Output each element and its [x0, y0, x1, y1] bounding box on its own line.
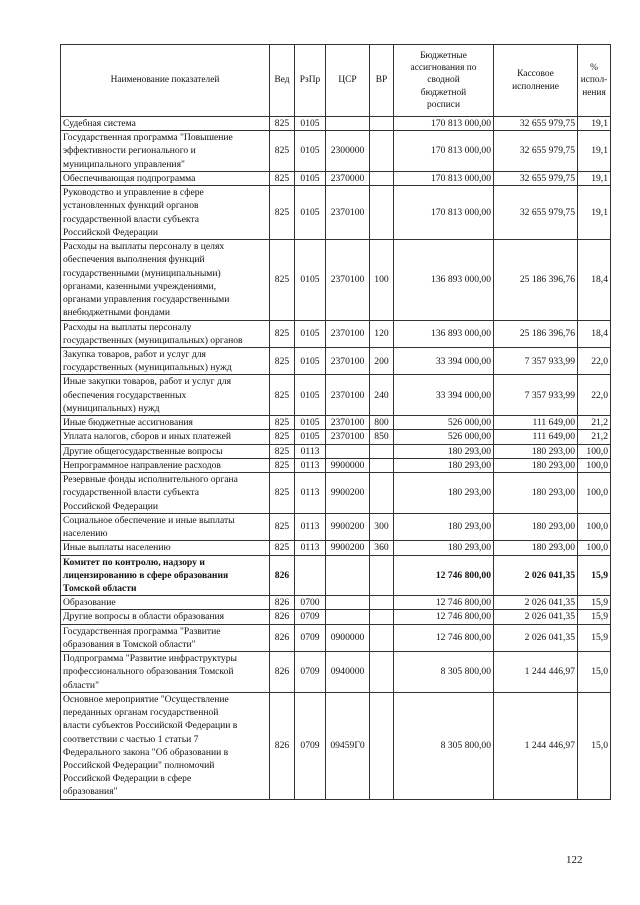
table-cell-plan: 526 000,00: [394, 430, 494, 444]
table-cell-plan: 33 394 000,00: [394, 347, 494, 374]
table-cell-name: Судебная система: [61, 117, 270, 131]
table-cell-name: Резервные фонды исполнительного органа государственной власти субъекта Российской Федерации: [61, 473, 270, 514]
table-cell-csr: 2370100: [326, 375, 370, 416]
header-pct: % испол- нения: [578, 45, 611, 117]
table-cell-rzpr: 0105: [295, 171, 326, 185]
table-cell-pct: 15,9: [578, 596, 611, 610]
table-row: [61, 444, 611, 458]
table-cell-pct: 22,0: [578, 375, 611, 416]
table-cell-rzpr: 0709: [295, 692, 326, 799]
table-cell-csr: 2370100: [326, 320, 370, 347]
table-cell-plan: 8 305 800,00: [394, 692, 494, 799]
table-cell-vr: [370, 458, 394, 472]
table-cell-plan: 180 293,00: [394, 444, 494, 458]
table-cell-csr: 2370100: [326, 186, 370, 240]
table-cell-ved: 825: [270, 171, 295, 185]
table-cell-ved: 825: [270, 240, 295, 320]
table-cell-rzpr: 0113: [295, 458, 326, 472]
table-cell-rzpr: 0105: [295, 186, 326, 240]
table-cell-csr: 2370000: [326, 171, 370, 185]
table-cell-csr: [326, 444, 370, 458]
table-row: [61, 555, 611, 596]
table-row: [61, 458, 611, 472]
header-plan: Бюджетные ассигнования по сводной бюджетной росписи: [394, 45, 494, 117]
table-cell-vr: [370, 131, 394, 172]
table-cell-pct: 100,0: [578, 473, 611, 514]
table-cell-fact: 25 186 396,76: [494, 320, 578, 347]
table-cell-plan: 136 893 000,00: [394, 240, 494, 320]
table-cell-ved: 826: [270, 652, 295, 693]
table-cell-name: Обеспечивающая подпрограмма: [61, 171, 270, 185]
table-row: [61, 473, 611, 514]
table-cell-csr: 2370100: [326, 416, 370, 430]
table-cell-plan: 12 746 800,00: [394, 610, 494, 624]
table-cell-plan: 180 293,00: [394, 458, 494, 472]
table-cell-csr: 9900200: [326, 541, 370, 555]
table-cell-name: Подпрограмма "Развитие инфраструктуры профессионального образования Томской области": [61, 652, 270, 693]
table-cell-rzpr: 0105: [295, 375, 326, 416]
table-cell-name: Социальное обеспечение и иные выплаты населению: [61, 513, 270, 540]
table-cell-vr: [370, 171, 394, 185]
table-cell-fact: 180 293,00: [494, 444, 578, 458]
table-cell-vr: [370, 652, 394, 693]
table-cell-vr: [370, 596, 394, 610]
table-cell-fact: 32 655 979,75: [494, 131, 578, 172]
table-cell-csr: [326, 610, 370, 624]
table-cell-ved: 825: [270, 347, 295, 374]
table-cell-rzpr: 0113: [295, 444, 326, 458]
table-cell-csr: [326, 555, 370, 596]
table-cell-name: Расходы на выплаты персоналу государственных (муниципальных) органов: [61, 320, 270, 347]
table-cell-vr: [370, 117, 394, 131]
table-cell-fact: 2 026 041,35: [494, 610, 578, 624]
table-cell-fact: 2 026 041,35: [494, 555, 578, 596]
table-cell-pct: 100,0: [578, 444, 611, 458]
table-cell-vr: [370, 624, 394, 651]
table-cell-plan: 12 746 800,00: [394, 555, 494, 596]
table-cell-fact: 32 655 979,75: [494, 117, 578, 131]
table-cell-csr: 2370100: [326, 430, 370, 444]
table-cell-csr: 09459Г0: [326, 692, 370, 799]
table-cell-rzpr: 0113: [295, 513, 326, 540]
table-row: [61, 131, 611, 172]
header-name: Наименование показателей: [61, 45, 270, 117]
table-cell-fact: 7 357 933,99: [494, 375, 578, 416]
table-cell-plan: 170 813 000,00: [394, 117, 494, 131]
table-cell-ved: 825: [270, 458, 295, 472]
table-cell-plan: 12 746 800,00: [394, 596, 494, 610]
table-row: [61, 240, 611, 320]
table-cell-rzpr: 0709: [295, 652, 326, 693]
table-row: [61, 186, 611, 240]
table-row: [61, 347, 611, 374]
table-row: [61, 692, 611, 799]
table-cell-rzpr: [295, 555, 326, 596]
table-cell-vr: [370, 692, 394, 799]
table-cell-name: Уплата налогов, сборов и иных платежей: [61, 430, 270, 444]
table-cell-vr: 800: [370, 416, 394, 430]
table-cell-ved: 826: [270, 692, 295, 799]
table-cell-csr: 2370100: [326, 347, 370, 374]
table-cell-fact: 1 244 446,97: [494, 652, 578, 693]
table-row: [61, 596, 611, 610]
header-fact: Кассовое исполнение: [494, 45, 578, 117]
table-cell-pct: 19,1: [578, 117, 611, 131]
table-cell-pct: 100,0: [578, 541, 611, 555]
table-cell-pct: 18,4: [578, 240, 611, 320]
table-cell-plan: 170 813 000,00: [394, 186, 494, 240]
table-cell-vr: 850: [370, 430, 394, 444]
table-cell-csr: 9900200: [326, 473, 370, 514]
table-cell-ved: 825: [270, 131, 295, 172]
table-cell-csr: 9900200: [326, 513, 370, 540]
table-cell-plan: 180 293,00: [394, 513, 494, 540]
table-cell-vr: 120: [370, 320, 394, 347]
table-header-row: [61, 45, 611, 117]
table-cell-ved: 825: [270, 513, 295, 540]
table-cell-ved: 825: [270, 320, 295, 347]
table-cell-vr: 100: [370, 240, 394, 320]
table-cell-fact: 180 293,00: [494, 513, 578, 540]
table-cell-pct: 19,1: [578, 171, 611, 185]
table-cell-fact: 2 026 041,35: [494, 624, 578, 651]
table-cell-rzpr: 0105: [295, 117, 326, 131]
table-cell-pct: 15,9: [578, 624, 611, 651]
table-cell-name: Основное мероприятие "Осуществление переданных органам государственной власти субъектов Российской Федерации в соответствии с частью 1 статьи 7 Федерального закона "Об образовании в Российской Федерации" полномочий Российской Федерации в сфере образования": [61, 692, 270, 799]
table-cell-pct: 18,4: [578, 320, 611, 347]
table-cell-pct: 22,0: [578, 347, 611, 374]
table-cell-fact: 7 357 933,99: [494, 347, 578, 374]
table-cell-rzpr: 0105: [295, 416, 326, 430]
table-cell-ved: 825: [270, 473, 295, 514]
table-cell-pct: 100,0: [578, 458, 611, 472]
table-cell-ved: 825: [270, 444, 295, 458]
table-row: [61, 541, 611, 555]
table-cell-fact: 180 293,00: [494, 473, 578, 514]
table-cell-ved: 825: [270, 430, 295, 444]
table-row: [61, 416, 611, 430]
table-cell-ved: 825: [270, 375, 295, 416]
table-cell-csr: 0900000: [326, 624, 370, 651]
table-cell-csr: 0940000: [326, 652, 370, 693]
table-cell-ved: 825: [270, 117, 295, 131]
table-cell-rzpr: 0105: [295, 347, 326, 374]
table-cell-rzpr: 0105: [295, 240, 326, 320]
table-cell-vr: [370, 473, 394, 514]
table-cell-csr: 9900000: [326, 458, 370, 472]
header-csr: ЦСР: [326, 45, 370, 117]
table-cell-name: Другие вопросы в области образования: [61, 610, 270, 624]
table-cell-pct: 100,0: [578, 513, 611, 540]
table-row: [61, 430, 611, 444]
table-cell-plan: 180 293,00: [394, 541, 494, 555]
table-cell-plan: 8 305 800,00: [394, 652, 494, 693]
table-row: [61, 513, 611, 540]
table-cell-ved: 825: [270, 541, 295, 555]
table-row: [61, 171, 611, 185]
table-cell-vr: 200: [370, 347, 394, 374]
table-cell-pct: 15,9: [578, 610, 611, 624]
table-row: [61, 624, 611, 651]
table-cell-rzpr: 0113: [295, 473, 326, 514]
table-cell-fact: 25 186 396,76: [494, 240, 578, 320]
table-cell-name: Непрограммное направление расходов: [61, 458, 270, 472]
page-number: 122: [566, 854, 583, 866]
table-cell-name: Руководство и управление в сфере установленных функций органов государственной власти субъекта Российской Федерации: [61, 186, 270, 240]
table-cell-rzpr: 0709: [295, 610, 326, 624]
table-cell-ved: 826: [270, 596, 295, 610]
table-cell-fact: 180 293,00: [494, 458, 578, 472]
table-cell-name: Государственная программа "Развитие образования в Томской области": [61, 624, 270, 651]
table-cell-plan: 33 394 000,00: [394, 375, 494, 416]
table-cell-plan: 170 813 000,00: [394, 131, 494, 172]
table-cell-vr: [370, 555, 394, 596]
table-cell-name: Иные бюджетные ассигнования: [61, 416, 270, 430]
table-cell-ved: 826: [270, 624, 295, 651]
table-cell-plan: 170 813 000,00: [394, 171, 494, 185]
table-cell-fact: 2 026 041,35: [494, 596, 578, 610]
table-cell-csr: [326, 596, 370, 610]
table-cell-rzpr: 0105: [295, 320, 326, 347]
table-cell-fact: 32 655 979,75: [494, 186, 578, 240]
table-cell-pct: 19,1: [578, 186, 611, 240]
table-cell-csr: [326, 117, 370, 131]
table-cell-vr: [370, 186, 394, 240]
table-row: [61, 320, 611, 347]
header-ved: Вед: [270, 45, 295, 117]
table-cell-rzpr: 0113: [295, 541, 326, 555]
table-cell-fact: 111 649,00: [494, 430, 578, 444]
table-cell-pct: 15,0: [578, 652, 611, 693]
table-cell-name: Комитет по контролю, надзору и лицензированию в сфере образования Томской области: [61, 555, 270, 596]
table-cell-rzpr: 0709: [295, 624, 326, 651]
table-cell-fact: 1 244 446,97: [494, 692, 578, 799]
table-cell-pct: 19,1: [578, 131, 611, 172]
table-cell-ved: 826: [270, 610, 295, 624]
table-row: [61, 610, 611, 624]
table-cell-ved: 825: [270, 186, 295, 240]
table-cell-plan: 12 746 800,00: [394, 624, 494, 651]
table-cell-pct: 15,9: [578, 555, 611, 596]
table-cell-fact: 111 649,00: [494, 416, 578, 430]
table-row: [61, 117, 611, 131]
table-cell-rzpr: 0105: [295, 430, 326, 444]
table-cell-name: Государственная программа "Повышение эффективности регионального и муниципального управления": [61, 131, 270, 172]
table-cell-fact: 32 655 979,75: [494, 171, 578, 185]
table-cell-name: Другие общегосударственные вопросы: [61, 444, 270, 458]
table-row: [61, 375, 611, 416]
table-cell-fact: 180 293,00: [494, 541, 578, 555]
header-vr: ВР: [370, 45, 394, 117]
table-cell-pct: 21,2: [578, 430, 611, 444]
budget-table: [60, 44, 611, 800]
table-cell-name: Иные выплаты населению: [61, 541, 270, 555]
table-cell-vr: 240: [370, 375, 394, 416]
table-cell-pct: 15,0: [578, 692, 611, 799]
table-cell-plan: 526 000,00: [394, 416, 494, 430]
table-cell-name: Закупка товаров, работ и услуг для государственных (муниципальных) нужд: [61, 347, 270, 374]
table-cell-vr: [370, 610, 394, 624]
table-cell-rzpr: 0700: [295, 596, 326, 610]
table-cell-ved: 825: [270, 416, 295, 430]
table-cell-name: Расходы на выплаты персоналу в целях обеспечения выполнения функций государственными (муниципальными) органами, казенными учреждениями, органами управления государственными внебюджетными фондами: [61, 240, 270, 320]
table-cell-rzpr: 0105: [295, 131, 326, 172]
table-cell-plan: 136 893 000,00: [394, 320, 494, 347]
table-cell-plan: 180 293,00: [394, 473, 494, 514]
table-row: [61, 652, 611, 693]
table-cell-vr: 360: [370, 541, 394, 555]
table-cell-vr: [370, 444, 394, 458]
table-cell-ved: 826: [270, 555, 295, 596]
table-body: [61, 117, 611, 800]
table-cell-csr: 2300000: [326, 131, 370, 172]
table-cell-csr: 2370100: [326, 240, 370, 320]
table-cell-name: Образование: [61, 596, 270, 610]
header-rzpr: РзПр: [295, 45, 326, 117]
table-cell-pct: 21,2: [578, 416, 611, 430]
table-cell-vr: 300: [370, 513, 394, 540]
table-cell-name: Иные закупки товаров, работ и услуг для обеспечения государственных (муниципальных) нужд: [61, 375, 270, 416]
